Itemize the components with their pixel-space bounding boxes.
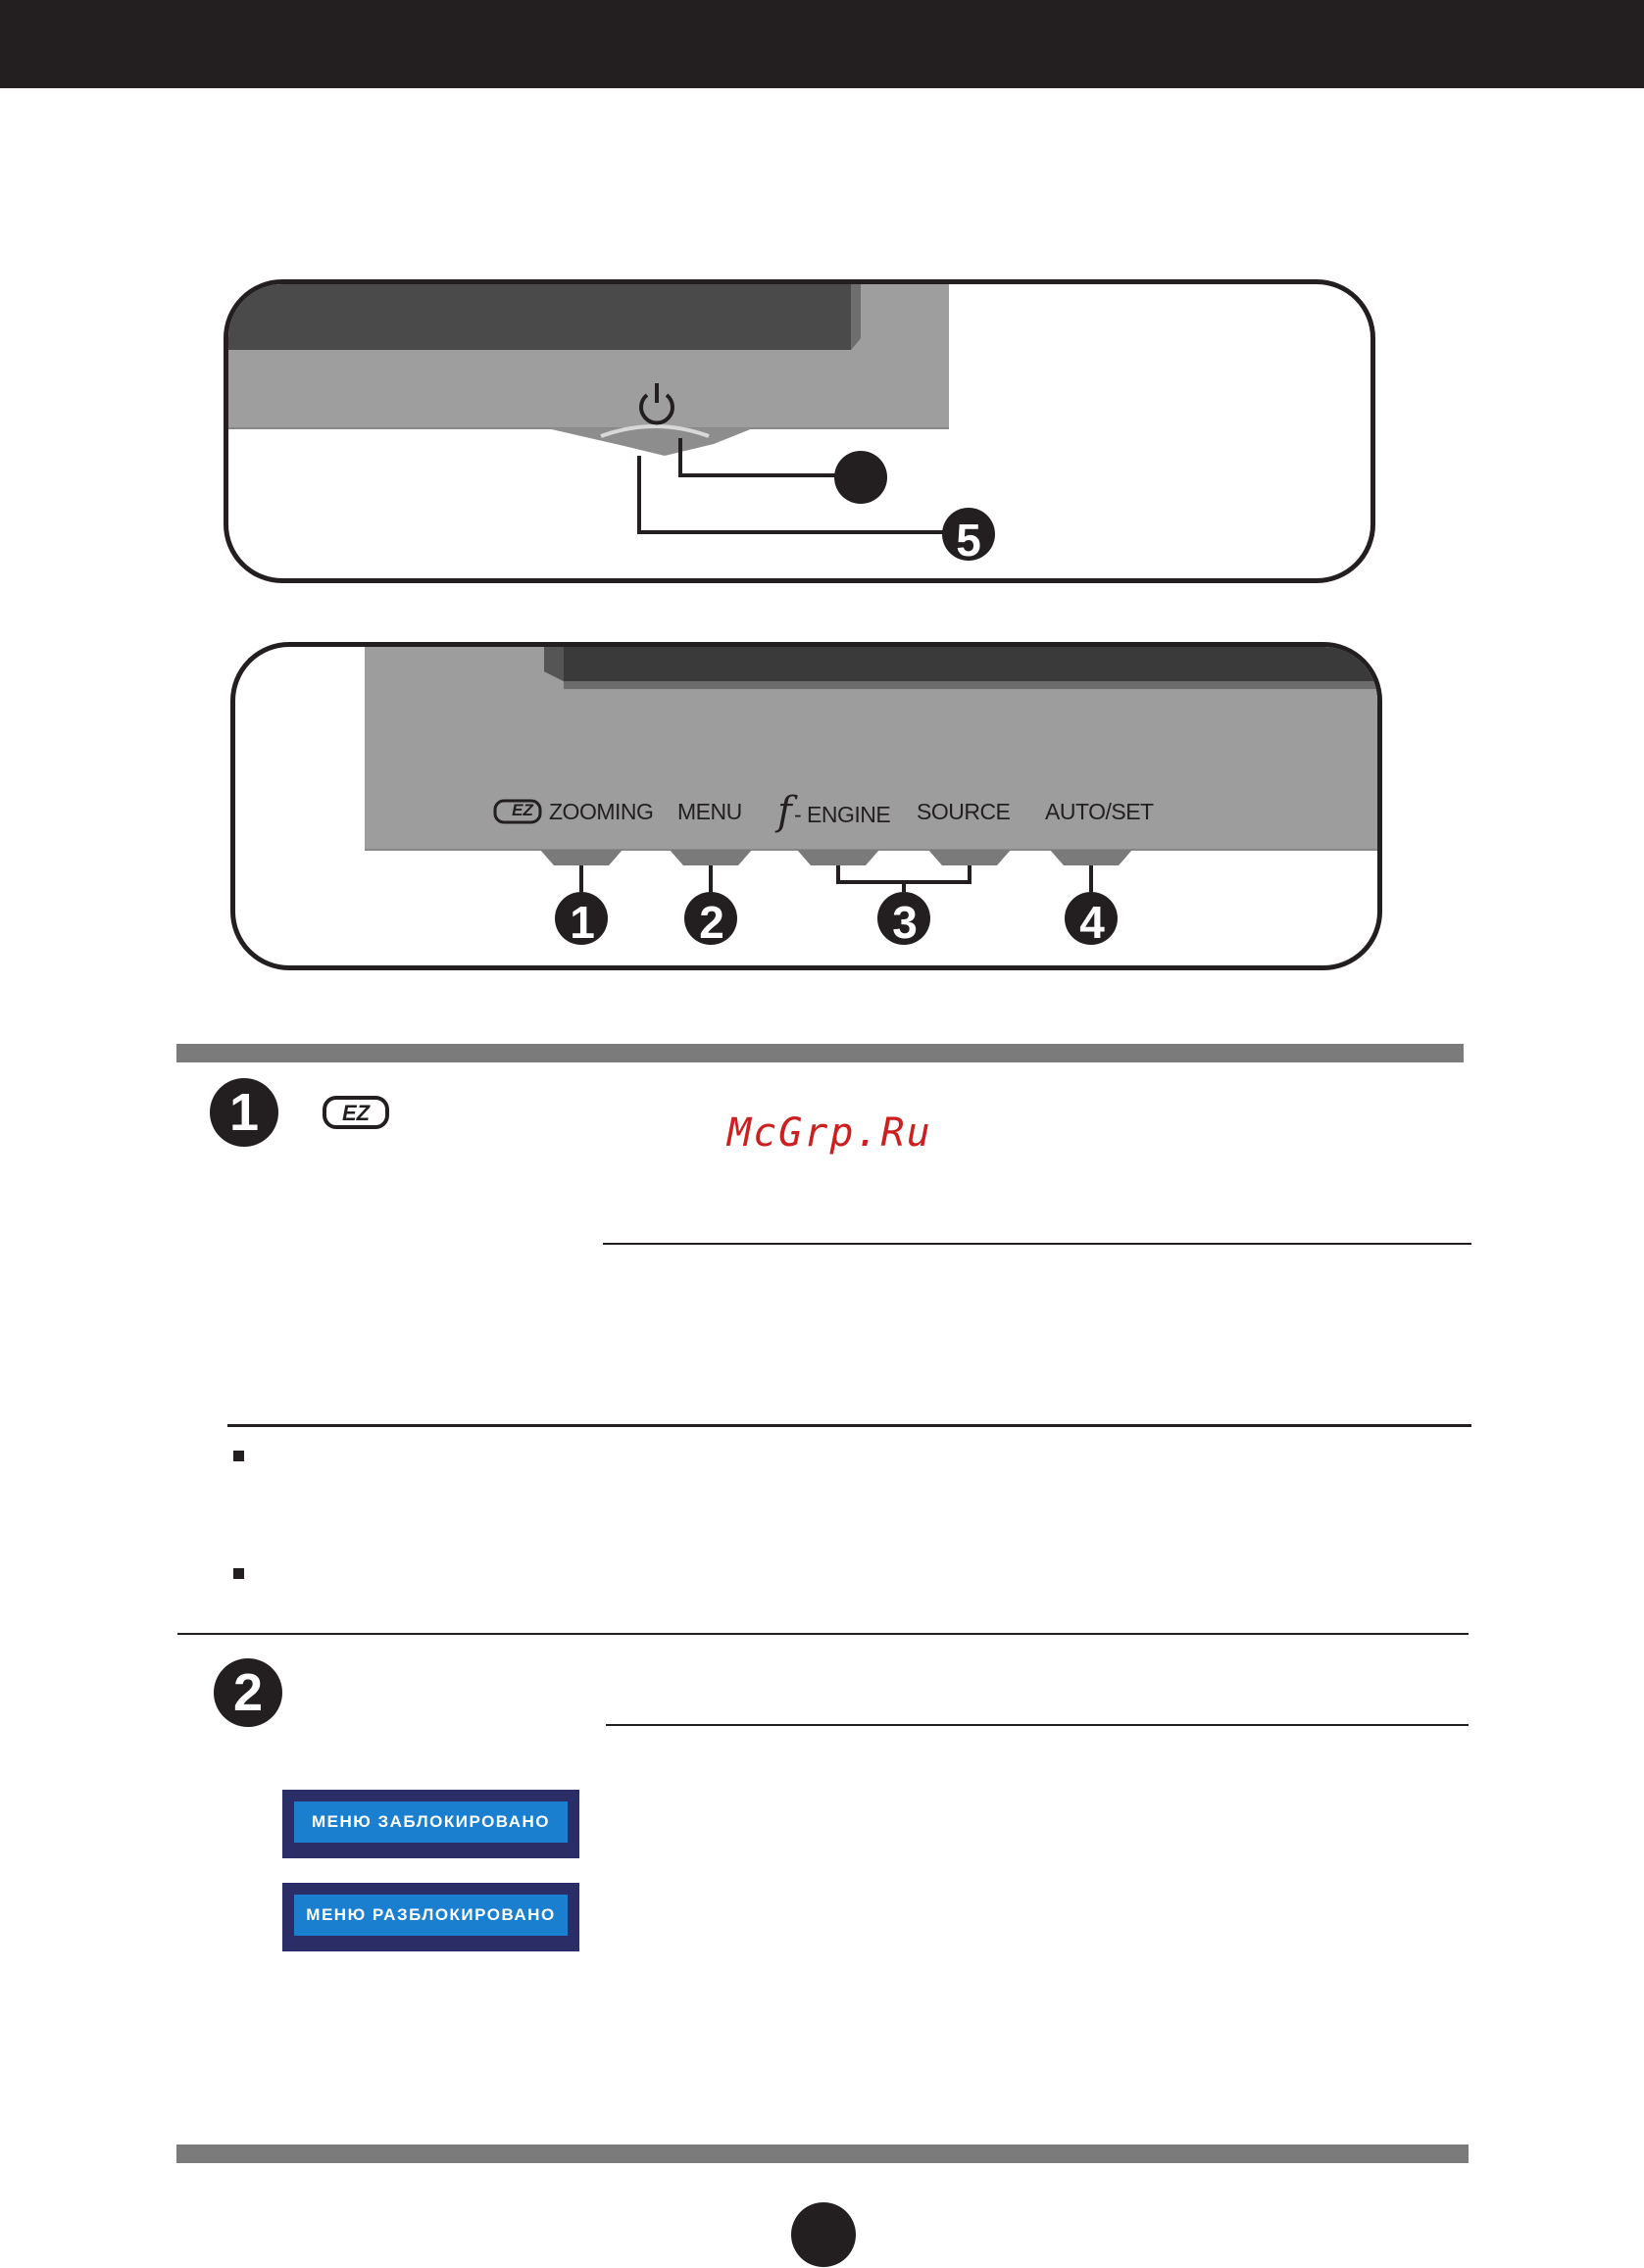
button-panel-illustration — [230, 642, 1382, 970]
callout-4: 4 — [1079, 897, 1105, 948]
section-2-subrule — [606, 1724, 1469, 1726]
front-panel-illustration — [224, 279, 1375, 583]
watermark-text: McGrp.Ru — [727, 1110, 932, 1156]
front-panel-svg — [224, 279, 1375, 583]
header-bar — [0, 0, 1644, 88]
section-top-rule — [176, 1044, 1464, 1062]
section-1-bottom-rule — [227, 1424, 1471, 1427]
label-menu: MENU — [677, 799, 742, 824]
label-zooming: ZOOMING — [549, 799, 654, 824]
page-number-circle — [791, 2202, 856, 2267]
osd-menu-unlocked — [282, 1883, 579, 1951]
callout-1: 1 — [570, 897, 595, 948]
ez-logo-text: EZ — [512, 801, 533, 819]
bullet-icon — [233, 1451, 244, 1461]
f-symbol: f — [777, 789, 792, 834]
osd-menu-locked — [282, 1790, 579, 1858]
osd-menu-locked-text: МЕНЮ ЗАБЛОКИРОВАНО — [294, 1801, 568, 1843]
label-f-engine: - ENGINE — [794, 802, 891, 827]
section-divider — [177, 1633, 1469, 1635]
callout-2: 2 — [699, 897, 724, 948]
osd-menu-unlocked-text: МЕНЮ РАЗБЛОКИРОВАНО — [294, 1895, 568, 1936]
section-bottom-rule — [176, 2145, 1469, 2163]
bullet-icon — [233, 1568, 244, 1579]
section-2-number: 2 — [214, 1658, 282, 1727]
svg-text:EZ: EZ — [341, 1101, 371, 1125]
callout-5: 5 — [956, 515, 981, 566]
callout-3: 3 — [892, 897, 918, 948]
label-source: SOURCE — [917, 799, 1011, 824]
label-auto-set: AUTO/SET — [1045, 799, 1154, 824]
section-1-number: 1 — [210, 1078, 278, 1147]
section-1-subrule — [603, 1243, 1471, 1245]
section-1-ez-icon — [323, 1096, 391, 1131]
